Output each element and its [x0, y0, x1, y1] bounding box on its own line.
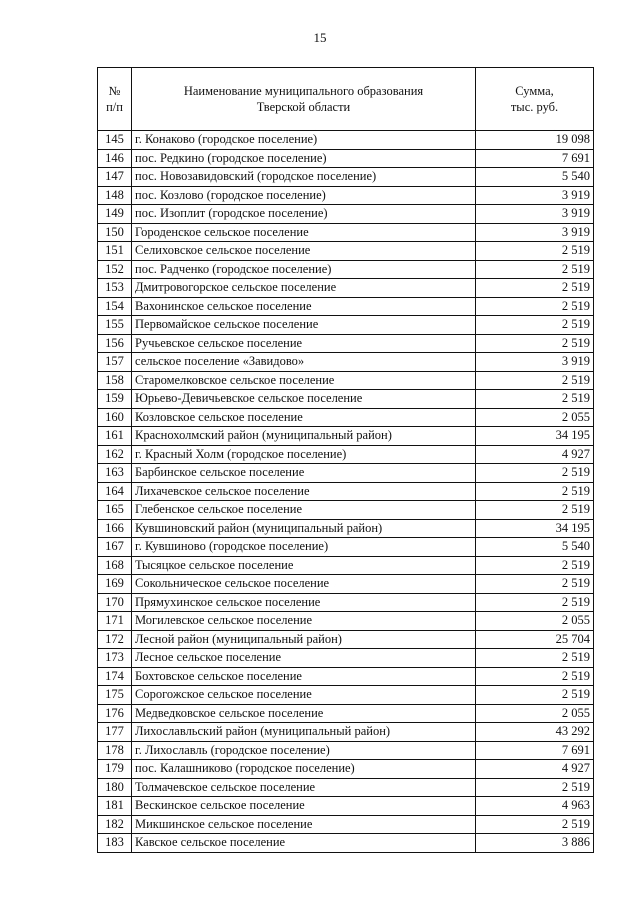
table-header-row [98, 68, 594, 131]
row-sum: 2 519 [476, 279, 594, 298]
row-num: 161 [98, 427, 132, 446]
table-row [98, 501, 594, 520]
row-num: 165 [98, 501, 132, 520]
table-row [98, 427, 594, 446]
row-name: г. Красный Холм (городское поселение) [132, 445, 476, 464]
table-row [98, 260, 594, 279]
row-num: 150 [98, 223, 132, 242]
row-name: Глебенское сельское поселение [132, 501, 476, 520]
row-sum: 19 098 [476, 131, 594, 150]
row-name: пос. Козлово (городское поселение) [132, 186, 476, 205]
header-sum-line1: Сумма, [515, 84, 554, 98]
row-sum: 7 691 [476, 149, 594, 168]
row-sum: 2 519 [476, 667, 594, 686]
row-sum: 3 919 [476, 186, 594, 205]
row-sum: 2 519 [476, 390, 594, 409]
row-name: пос. Калашниково (городское поселение) [132, 760, 476, 779]
row-sum: 3 919 [476, 205, 594, 224]
header-name-line2: Тверской области [256, 100, 351, 114]
row-sum: 2 519 [476, 556, 594, 575]
row-num: 178 [98, 741, 132, 760]
table-row [98, 316, 594, 335]
row-num: 149 [98, 205, 132, 224]
header-sum [476, 68, 594, 131]
row-num: 170 [98, 593, 132, 612]
row-sum: 4 927 [476, 760, 594, 779]
row-name: Первомайское сельское поселение [132, 316, 476, 335]
table-row [98, 538, 594, 557]
table-row [98, 593, 594, 612]
table-row [98, 168, 594, 187]
row-sum: 2 519 [476, 778, 594, 797]
row-num: 183 [98, 834, 132, 853]
row-sum: 3 919 [476, 223, 594, 242]
table-row [98, 186, 594, 205]
row-sum: 2 519 [476, 371, 594, 390]
row-sum: 2 519 [476, 575, 594, 594]
table-row [98, 630, 594, 649]
row-name: Могилевское сельское поселение [132, 612, 476, 631]
row-name: Тысяцкое сельское поселение [132, 556, 476, 575]
table-row [98, 649, 594, 668]
row-num: 168 [98, 556, 132, 575]
row-sum: 2 519 [476, 482, 594, 501]
row-num: 181 [98, 797, 132, 816]
header-num-line1: № [108, 84, 121, 98]
table-row [98, 482, 594, 501]
row-sum: 2 519 [476, 464, 594, 483]
row-name: Сорогожское сельское поселение [132, 686, 476, 705]
row-name: Селиховское сельское поселение [132, 242, 476, 261]
row-num: 167 [98, 538, 132, 557]
row-name: Краснохолмский район (муниципальный район) [132, 427, 476, 446]
table-row [98, 834, 594, 853]
row-sum: 2 519 [476, 297, 594, 316]
row-num: 146 [98, 149, 132, 168]
table-row [98, 686, 594, 705]
table-row [98, 741, 594, 760]
row-num: 172 [98, 630, 132, 649]
row-sum: 2 519 [476, 260, 594, 279]
row-num: 160 [98, 408, 132, 427]
row-name: Микшинское сельское поселение [132, 815, 476, 834]
row-name: Юрьево-Девичьевское сельское поселение [132, 390, 476, 409]
table-row [98, 242, 594, 261]
row-name: Ручьевское сельское поселение [132, 334, 476, 353]
table-row [98, 556, 594, 575]
row-num: 174 [98, 667, 132, 686]
row-num: 182 [98, 815, 132, 834]
header-name-line1: Наименование муниципального образования [183, 84, 424, 98]
table-row [98, 371, 594, 390]
row-sum: 2 055 [476, 704, 594, 723]
row-sum: 25 704 [476, 630, 594, 649]
row-num: 156 [98, 334, 132, 353]
row-name: пос. Радченко (городское поселение) [132, 260, 476, 279]
table-row [98, 704, 594, 723]
row-num: 148 [98, 186, 132, 205]
row-num: 166 [98, 519, 132, 538]
row-name: Козловское сельское поселение [132, 408, 476, 427]
row-num: 171 [98, 612, 132, 631]
row-sum: 2 055 [476, 612, 594, 631]
row-name: Лесное сельское поселение [132, 649, 476, 668]
row-num: 155 [98, 316, 132, 335]
table-row [98, 760, 594, 779]
row-name: пос. Редкино (городское поселение) [132, 149, 476, 168]
row-sum: 2 519 [476, 316, 594, 335]
row-name: г. Лихославль (городское поселение) [132, 741, 476, 760]
table-row [98, 408, 594, 427]
row-num: 163 [98, 464, 132, 483]
row-name: Барбинское сельское поселение [132, 464, 476, 483]
row-sum: 2 519 [476, 686, 594, 705]
row-sum: 5 540 [476, 538, 594, 557]
row-name: г. Кувшиново (городское поселение) [132, 538, 476, 557]
table-row [98, 797, 594, 816]
row-num: 145 [98, 131, 132, 150]
table-row [98, 297, 594, 316]
row-name: пос. Новозавидовский (городское поселение) [132, 168, 476, 187]
table-row [98, 815, 594, 834]
row-sum: 5 540 [476, 168, 594, 187]
row-sum: 4 963 [476, 797, 594, 816]
row-name: Вескинское сельское поселение [132, 797, 476, 816]
page-number: 15 [313, 30, 327, 45]
row-num: 175 [98, 686, 132, 705]
row-sum: 2 519 [476, 649, 594, 668]
row-num: 173 [98, 649, 132, 668]
row-name: Бохтовское сельское поселение [132, 667, 476, 686]
header-sum-line2: тыс. руб. [510, 100, 559, 114]
row-num: 169 [98, 575, 132, 594]
municipal-funding-table [97, 67, 594, 853]
row-sum: 7 691 [476, 741, 594, 760]
row-sum: 2 519 [476, 501, 594, 520]
row-num: 179 [98, 760, 132, 779]
row-name: Лихославльский район (муниципальный район) [132, 723, 476, 742]
row-sum: 2 519 [476, 593, 594, 612]
row-sum: 3 886 [476, 834, 594, 853]
row-sum: 43 292 [476, 723, 594, 742]
table-row [98, 334, 594, 353]
table-row [98, 519, 594, 538]
row-sum: 2 519 [476, 242, 594, 261]
table-row [98, 149, 594, 168]
table-body [98, 131, 594, 853]
row-sum: 34 195 [476, 519, 594, 538]
row-num: 177 [98, 723, 132, 742]
row-name: Медведковское сельское поселение [132, 704, 476, 723]
row-num: 157 [98, 353, 132, 372]
row-num: 159 [98, 390, 132, 409]
row-name: Лихачевское сельское поселение [132, 482, 476, 501]
table-row [98, 390, 594, 409]
table-row [98, 131, 594, 150]
table-row [98, 205, 594, 224]
row-sum: 2 519 [476, 815, 594, 834]
row-sum: 34 195 [476, 427, 594, 446]
row-num: 153 [98, 279, 132, 298]
table-row [98, 223, 594, 242]
row-num: 164 [98, 482, 132, 501]
row-sum: 2 055 [476, 408, 594, 427]
table-row [98, 353, 594, 372]
table-row [98, 612, 594, 631]
table-row [98, 445, 594, 464]
row-num: 180 [98, 778, 132, 797]
row-name: Кавское сельское поселение [132, 834, 476, 853]
row-num: 162 [98, 445, 132, 464]
row-num: 158 [98, 371, 132, 390]
row-num: 151 [98, 242, 132, 261]
row-name: г. Конаково (городское поселение) [132, 131, 476, 150]
row-sum: 4 927 [476, 445, 594, 464]
row-num: 147 [98, 168, 132, 187]
table-row [98, 575, 594, 594]
row-num: 152 [98, 260, 132, 279]
header-num [98, 68, 132, 131]
row-name: Дмитровогорское сельское поселение [132, 279, 476, 298]
row-name: Вахонинское сельское поселение [132, 297, 476, 316]
table-row [98, 667, 594, 686]
row-num: 176 [98, 704, 132, 723]
row-name: пос. Изоплит (городское поселение) [132, 205, 476, 224]
row-name: Старомелковское сельское поселение [132, 371, 476, 390]
table-row [98, 279, 594, 298]
row-name: Сокольническое сельское поселение [132, 575, 476, 594]
header-num-line2: п/п [106, 100, 123, 114]
row-name: сельское поселение «Завидово» [132, 353, 476, 372]
header-name [132, 68, 476, 131]
row-name: Толмачевское сельское поселение [132, 778, 476, 797]
row-name: Кувшиновский район (муниципальный район) [132, 519, 476, 538]
row-name: Городенское сельское поселение [132, 223, 476, 242]
row-name: Лесной район (муниципальный район) [132, 630, 476, 649]
table-row [98, 778, 594, 797]
row-sum: 2 519 [476, 334, 594, 353]
table-row [98, 723, 594, 742]
row-sum: 3 919 [476, 353, 594, 372]
table-row [98, 464, 594, 483]
row-num: 154 [98, 297, 132, 316]
row-name: Прямухинское сельское поселение [132, 593, 476, 612]
